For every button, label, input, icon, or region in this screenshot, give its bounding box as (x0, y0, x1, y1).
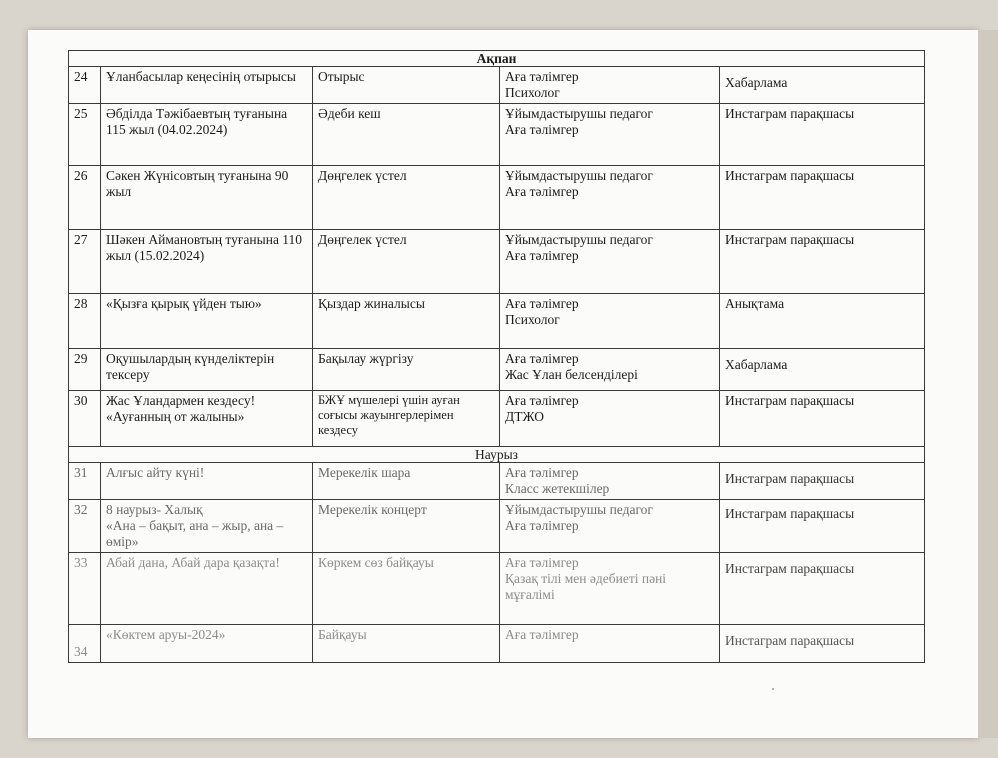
paper-speck (772, 688, 774, 690)
event-form: Отырыс (313, 67, 500, 104)
event-responsible: Ұйымдастырушы педагог Аға тәлімгер (500, 230, 720, 294)
event-responsible: Аға тәлімгер Класс жетекшілер (500, 463, 720, 500)
table-row (69, 166, 925, 230)
event-name: Оқушылардың күнделіктерін тексеру (101, 349, 313, 391)
row-number: 26 (69, 166, 101, 230)
event-form: Мерекелік шара (313, 463, 500, 500)
row-number: 31 (69, 463, 101, 500)
section-title: Наурыз (69, 447, 925, 463)
event-name: Жас Ұландармен кездесу! «Ауғанның от жалыны» (101, 391, 313, 447)
row-number: 27 (69, 230, 101, 294)
event-form: Дөңгелек үстел (313, 166, 500, 230)
event-responsible: Ұйымдастырушы педагог Аға тәлімгер (500, 500, 720, 553)
event-result: Анықтама (720, 294, 925, 349)
row-number: 34 (69, 625, 101, 663)
event-result: Инстаграм парақшасы (720, 463, 925, 500)
event-responsible: Ұйымдастырушы педагог Аға тәлімгер (500, 104, 720, 166)
event-result: Хабарлама (720, 67, 925, 104)
table-row (69, 294, 925, 349)
event-result: Инстаграм парақшасы (720, 553, 925, 625)
event-form: БЖҰ мүшелері үшін ауған соғысы жауынгерлерімен кездесу (313, 391, 500, 447)
row-number: 25 (69, 104, 101, 166)
event-responsible: Аға тәлімгер ДТЖО (500, 391, 720, 447)
event-result: Инстаграм парақшасы (720, 391, 925, 447)
event-name: 8 наурыз- Халық «Ана – бақыт, ана – жыр, ана – өмір» (101, 500, 313, 553)
event-form: Қыздар жиналысы (313, 294, 500, 349)
table-row (69, 625, 925, 663)
event-responsible: Аға тәлімгер Жас Ұлан белсенділері (500, 349, 720, 391)
event-responsible: Аға тәлімгер (500, 625, 720, 663)
event-form: Әдеби кеш (313, 104, 500, 166)
row-number: 28 (69, 294, 101, 349)
event-result: Инстаграм парақшасы (720, 104, 925, 166)
event-name: Шәкен Аймановтың туғанына 110 жыл (15.02.2024) (101, 230, 313, 294)
table-row (69, 463, 925, 500)
event-name: Әбділда Тәжібаевтың туғанына 115 жыл (04.02.2024) (101, 104, 313, 166)
event-responsible: Ұйымдастырушы педагог Аға тәлімгер (500, 166, 720, 230)
row-number: 30 (69, 391, 101, 447)
events-plan-table (68, 50, 925, 663)
event-name: Сәкен Жүнісовтың туғанына 90 жыл (101, 166, 313, 230)
event-result: Инстаграм парақшасы (720, 230, 925, 294)
table-row (69, 500, 925, 553)
event-result: Инстаграм парақшасы (720, 625, 925, 663)
row-number: 32 (69, 500, 101, 553)
event-form: Байқауы (313, 625, 500, 663)
table-row (69, 230, 925, 294)
event-responsible: Аға тәлімгер Психолог (500, 67, 720, 104)
event-result: Хабарлама (720, 349, 925, 391)
table-row (69, 67, 925, 104)
table-row (69, 104, 925, 166)
section-title: Ақпан (69, 51, 925, 67)
row-number: 33 (69, 553, 101, 625)
event-result: Инстаграм парақшасы (720, 500, 925, 553)
background-edge (978, 30, 998, 738)
event-name: Алғыс айту күні! (101, 463, 313, 500)
event-form: Мерекелік концерт (313, 500, 500, 553)
event-form: Дөңгелек үстел (313, 230, 500, 294)
table-row (69, 391, 925, 447)
event-form: Бақылау жүргізу (313, 349, 500, 391)
event-form: Көркем сөз байқауы (313, 553, 500, 625)
event-name: «Көктем аруы-2024» (101, 625, 313, 663)
row-number: 24 (69, 67, 101, 104)
event-name: Абай дана, Абай дара қазақта! (101, 553, 313, 625)
table-row (69, 553, 925, 625)
event-name: Ұланбасылар кеңесінің отырысы (101, 67, 313, 104)
event-responsible: Аға тәлімгер Қазақ тілі мен әдебиеті пәні мұғалімі (500, 553, 720, 625)
event-responsible: Аға тәлімгер Психолог (500, 294, 720, 349)
section-header-february (69, 51, 925, 67)
table-row (69, 349, 925, 391)
event-name: «Қызға қырық үйден тыю» (101, 294, 313, 349)
row-number: 29 (69, 349, 101, 391)
section-header-march (69, 447, 925, 463)
event-result: Инстаграм парақшасы (720, 166, 925, 230)
